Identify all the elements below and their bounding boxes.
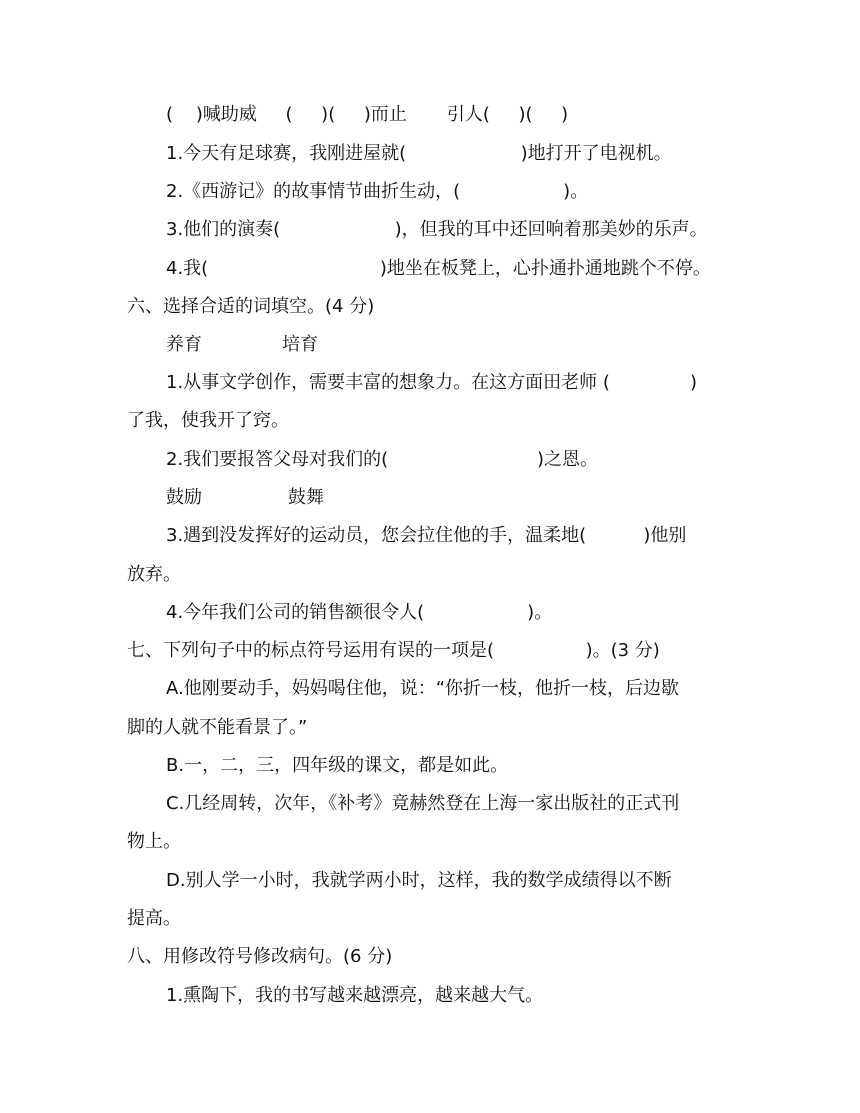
question-6-1-cont: 了我，使我开了窍。 <box>127 410 289 431</box>
option-d-cont: 提高。 <box>127 908 181 929</box>
option-c: C.几经周转，次年，《补考》竟赫然登在上海一家出版社的正式刊 <box>166 793 680 814</box>
question-6-1: 1.从事文学创作，需要丰富的想象力。在这方面田老师 ( ) <box>166 372 698 393</box>
question-8-1: 1.熏陶下，我的书写越来越漂亮，越来越大气。 <box>166 985 544 1006</box>
option-a-cont: 脚的人就不能看景了。” <box>127 717 308 738</box>
option-c-cont: 物上。 <box>127 831 181 852</box>
section-6-heading: 六、选择合适的词填空。(4 分) <box>127 296 375 317</box>
question-5-4: 4.我( )地坐在板凳上，心扑通扑通地跳个不停。 <box>166 258 711 279</box>
question-6-2: 2.我们要报答父母对我们的( )之恩。 <box>166 449 598 470</box>
question-5-2: 2.《西游记》的故事情节曲折生动，( )。 <box>166 181 589 202</box>
question-6-3: 3.遇到没发挥好的运动员，您会拉住他的手，温柔地( )他别 <box>166 525 687 546</box>
word-choices-2: 鼓励 鼓舞 <box>166 487 324 508</box>
section-8-heading: 八、用修改符号修改病句。(6 分) <box>127 946 393 967</box>
section-7-heading: 七、下列句子中的标点符号运用有误的一项是( )。(3 分) <box>127 640 660 661</box>
idiom-fill-blanks: ( )喊助威 ( )( )而止 引人( )( ) <box>166 104 569 125</box>
question-5-3: 3.他们的演奏( )，但我的耳中还回响着那美妙的乐声。 <box>166 219 708 240</box>
question-5-1: 1.今天有足球赛，我刚进屋就( )地打开了电视机。 <box>166 143 672 164</box>
question-6-3-cont: 放弃。 <box>127 564 181 585</box>
option-b: B.一，二，三，四年级的课文，都是如此。 <box>166 755 509 776</box>
option-d: D.别人学一小时，我就学两小时，这样，我的数学成绩得以不断 <box>166 870 672 891</box>
word-choices-1: 养育 培育 <box>166 334 319 355</box>
option-a: A.他刚要动手，妈妈喝住他，说：“你折一枝，他折一枝，后边歇 <box>166 678 680 699</box>
question-6-4: 4.今年我们公司的销售额很令人( )。 <box>166 602 553 623</box>
